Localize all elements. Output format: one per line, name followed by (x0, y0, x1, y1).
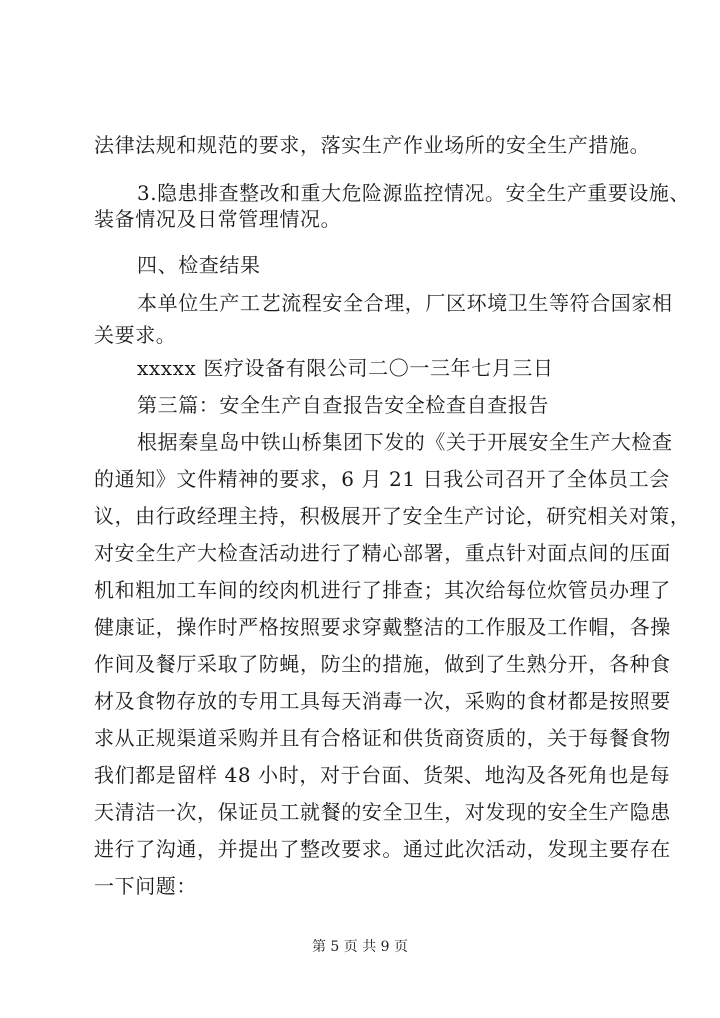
paragraph-line: 我们都是留样 48 小时，对于台面、货架、地沟及各死角也是每 (94, 763, 671, 787)
paragraph-line: 天清洁一次，保证员工就餐的安全卫生，对发现的安全生产隐患 (94, 800, 671, 824)
signature-date-line: xxxxx 医疗设备有限公司二〇一三年七月三日 (137, 356, 554, 380)
paragraph-line: 法律法规和规范的要求，落实生产作业场所的安全生产措施。 (94, 133, 651, 157)
paragraph-line: 求从正规渠道采购并且有合格证和供货商资质的，关于每餐食物 (94, 726, 671, 750)
chapter-title: 第三篇：安全生产自查报告安全检查自查报告 (137, 393, 549, 417)
paragraph-line: 3.隐患排查整改和重大危险源监控情况。安全生产重要设施、 (137, 181, 690, 205)
paragraph-line: 根据秦皇岛中铁山桥集团下发的《关于开展安全生产大检查 (137, 430, 673, 454)
paragraph-line: 本单位生产工艺流程安全合理，厂区环境卫生等符合国家相 (137, 291, 673, 315)
paragraph-line: 议，由行政经理主持，积极展开了安全生产讨论，研究相关对策， (94, 504, 691, 528)
paragraph-line: 装备情况及日常管理情况。 (94, 207, 342, 231)
paragraph-line: 进行了沟通，并提出了整改要求。通过此次活动，发现主要存在 (94, 837, 671, 861)
paragraph-line: 机和粗加工车间的绞肉机进行了排查；其次给每位炊管员办理了 (94, 578, 671, 602)
paragraph-line: 关要求。 (94, 323, 177, 347)
paragraph-line: 一下问题： (94, 874, 197, 898)
paragraph-line: 对安全生产大检查活动进行了精心部署，重点针对面点间的压面 (94, 541, 671, 565)
paragraph-line: 的通知》文件精神的要求，6 月 21 日我公司召开了全体员工会 (94, 467, 670, 491)
section-heading: 四、检查结果 (137, 253, 261, 277)
paragraph-line: 健康证，操作时严格按照要求穿戴整洁的工作服及工作帽，各操 (94, 615, 671, 639)
paragraph-line: 材及食物存放的专用工具每天消毒一次，采购的食材都是按照要 (94, 689, 671, 713)
paragraph-line: 作间及餐厅采取了防蝇，防尘的措施，做到了生熟分开，各种食 (94, 652, 671, 676)
page-number-footer: 第 5 页 共 9 页 (311, 939, 409, 955)
